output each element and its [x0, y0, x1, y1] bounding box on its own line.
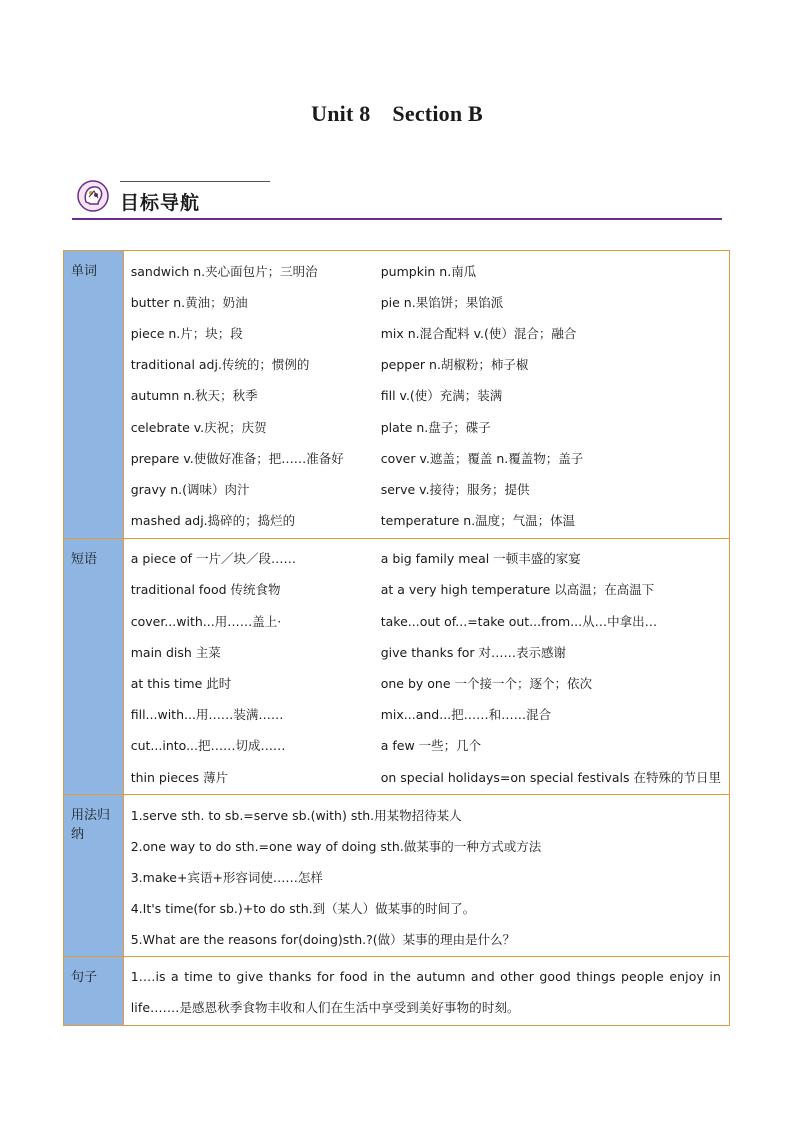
banner-label: 目标导航: [120, 192, 201, 214]
list-item: [131, 411, 721, 442]
list-item: [131, 255, 721, 286]
entry-right: a big family meal 一顿丰盛的家宴: [380, 551, 581, 567]
entry-left: a piece of 一片／块／段……: [130, 551, 297, 567]
list-item: [131, 699, 721, 730]
entry-right: pepper n.胡椒粉；柿子椒: [380, 357, 529, 373]
entry-right: serve v.接待；服务；提供: [380, 481, 530, 497]
summary-table: [63, 250, 730, 1026]
entry-left: prepare v.使做好准备；把……准备好: [130, 450, 344, 466]
section-label: Section B: [392, 101, 483, 126]
category-cell: 用法归纳: [64, 795, 124, 957]
list-item: [131, 349, 721, 380]
entry-left: cover...with...用……盖上·: [130, 613, 282, 629]
sentence-text: 1.…is a time to give thanks for food in the autumn and other good things people enjoy in life.……是感恩秋季食物丰收和人们在生活中享受到美好事物的时刻。: [130, 969, 721, 1016]
entry-right: pie n.果馅饼；果馅派: [380, 294, 504, 310]
page-title: [0, 101, 794, 127]
entry-right: plate n.盘子；碟子: [380, 419, 491, 435]
list-item: [131, 473, 721, 504]
usage-line: 5.What are the reasons for(doing)sth.?(做）某事的理由是什么？: [130, 931, 516, 947]
entry-left: celebrate v.庆祝；庆贺: [130, 419, 267, 435]
entry-right: pumpkin n.南瓜: [380, 263, 477, 279]
banner-underline: [72, 218, 722, 220]
vocab-content: [123, 251, 729, 539]
list-item: [131, 730, 721, 761]
entry-left: at this time 此时: [130, 676, 232, 692]
usage-line: 4.It's time(for sb.)+to do sth.到（某人）做某事的时间了。: [130, 900, 476, 916]
table-row-sentences: [64, 957, 730, 1026]
entry-left: piece n.片；块；段: [130, 325, 243, 341]
entry-right: at a very high temperature 以高温；在高温下: [380, 582, 655, 598]
list-item: [131, 317, 721, 348]
usage-line: 1.serve sth. to sb.=serve sb.(with) sth.用某物招待某人: [130, 807, 462, 823]
entry-left: main dish 主菜: [130, 644, 221, 660]
list-item: [131, 380, 721, 411]
entry-right: on special holidays=on special festivals 在特殊的节日里: [380, 769, 721, 785]
list-item: [131, 505, 721, 536]
list-item: [131, 286, 721, 317]
table-row-usage: [64, 795, 730, 957]
table-row-vocab: [64, 251, 730, 539]
list-item: [131, 605, 721, 636]
usage-content: [123, 795, 729, 957]
entry-right: mix...and...把……和……混合: [380, 707, 552, 723]
entry-left: thin pieces 薄片: [130, 769, 229, 785]
entry-left: cut...into...把……切成……: [130, 738, 286, 754]
category-cell: 短语: [64, 538, 124, 795]
list-item: [131, 574, 721, 605]
list-item: [131, 442, 721, 473]
entry-right: a few 一些；几个: [380, 738, 482, 754]
entry-right: mix n.混合配料 v.(使）混合；融合: [380, 325, 577, 341]
entry-right: take...out of...=take out...from...从…中拿出…: [380, 613, 658, 629]
unit-label: Unit 8: [311, 101, 371, 126]
phrases-content: [123, 538, 729, 795]
list-item: [131, 761, 721, 792]
entry-right: fill v.(使）充满；装满: [380, 388, 503, 404]
category-cell: 句子: [64, 957, 124, 1026]
section-banner: [72, 178, 722, 220]
list-item: [131, 636, 721, 667]
banner-top-rule: [120, 181, 270, 182]
entry-right: give thanks for 对……表示感谢: [380, 644, 566, 660]
entry-right: one by one 一个接一个；逐个；依次: [380, 676, 593, 692]
entry-left: traditional adj.传统的；惯例的: [130, 357, 310, 373]
list-item: [131, 543, 721, 574]
sentences-content: [123, 957, 729, 1026]
usage-line: 3.make+宾语+形容词使……怎样: [130, 869, 323, 885]
entry-left: sandwich n.夹心面包片；三明治: [130, 263, 318, 279]
entry-left: mashed adj.捣碎的；捣烂的: [130, 513, 296, 529]
entry-left: fill...with...用……装满……: [130, 707, 284, 723]
list-item: [131, 667, 721, 698]
entry-left: butter n.黄油；奶油: [130, 294, 248, 310]
entry-right: temperature n.温度；气温；体温: [380, 513, 576, 529]
entry-left: traditional food 传统食物: [130, 582, 281, 598]
entry-left: gravy n.(调味）肉汁: [130, 481, 250, 497]
table-row-phrases: [64, 538, 730, 795]
category-cell: 单词: [64, 251, 124, 539]
entry-left: autumn n.秋天；秋季: [130, 388, 258, 404]
usage-line: 2.one way to do sth.=one way of doing sth.做某事的一种方式或方法: [130, 838, 542, 854]
brain-head-icon: [76, 178, 110, 214]
entry-right: cover v.遮盖；覆盖 n.覆盖物；盖子: [380, 450, 584, 466]
